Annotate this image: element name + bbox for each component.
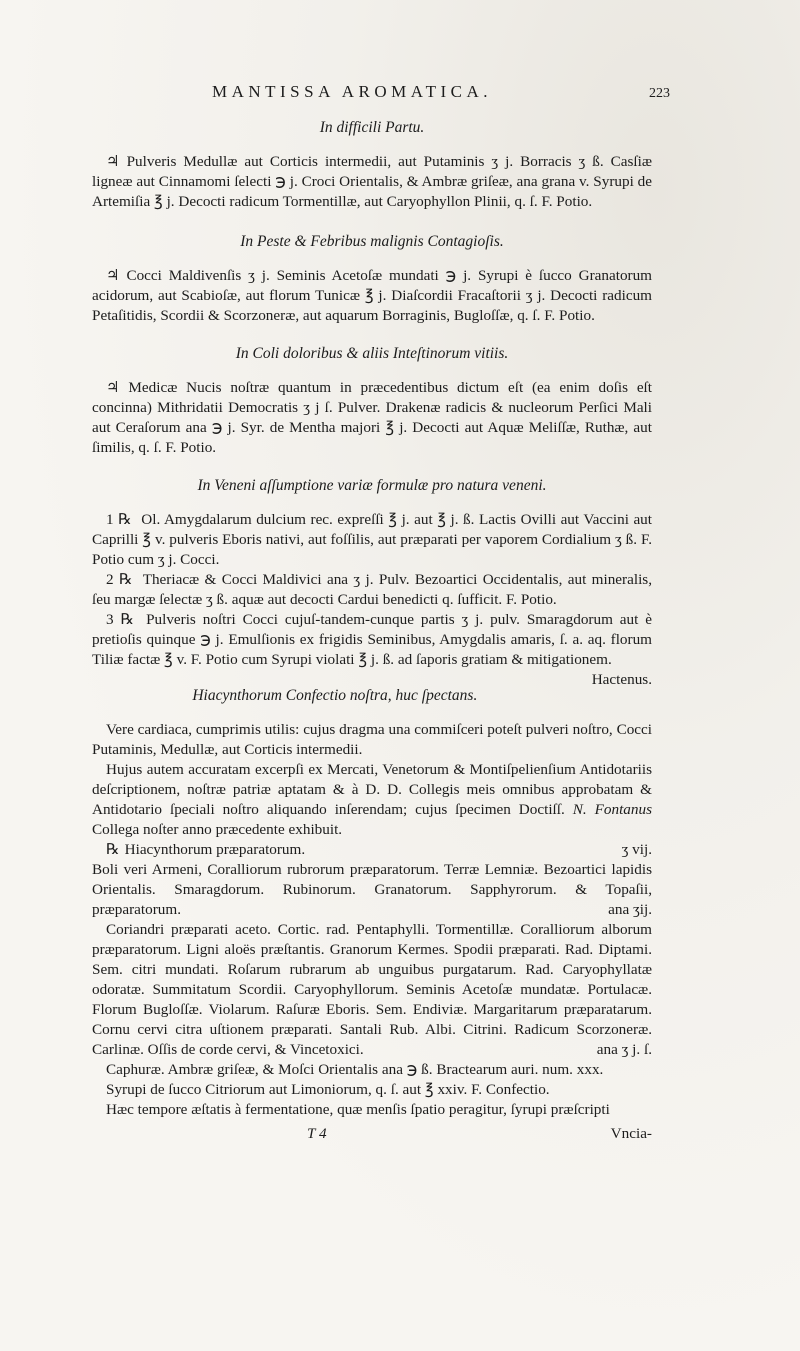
recipe-difficili-partu: ♃ Pulveris Medullæ aut Corticis intermedii, aut Putaminis ʒ j. Borracis ʒ ß. Casſiæ ligneæ aut Cinnamomi ſelecti ℈ j. Croci Orientalis, & Ambræ griſeæ, ana grana v. Syrupi de Artemiſia ℥ j. Decocti radicum Tormentillæ, aut Caryophyllon Plinii, q. ſ. F. Potio. — [92, 153, 652, 210]
ingredient-hiacynthorum — [92, 840, 652, 860]
venom-formula-3 — [92, 610, 653, 688]
ingredient-amount: ana ʒ j. ſ. — [596, 1041, 652, 1058]
recipe-peste: ♃ Cocci Maldivenſis ʒ j. Seminis Acetoſæ mundati ℈ j. Syrupi è ſucco Granatorum acidorum, aut Scabioſæ, aut florum Tunicæ ℥ j. Diaſcordii Fracaſtorii ʒ j. Decocti radicum Petaſitidis, Scordii & Scorzoneræ, aut aquarum Borraginis, Bugloſſæ, q. ſ. F. Potio. — [92, 267, 652, 324]
section-heading-peste: In Peste & Febribus malignis Contagioſis. — [240, 233, 504, 250]
formula-number: 3 — [106, 611, 114, 628]
section-heading-difficili-partu: In difficili Partu. — [319, 119, 425, 136]
section-heading-coli: In Coli doloribus & aliis Inteſtinorum vitiis. — [235, 345, 509, 362]
ingredient-group-2 — [92, 860, 652, 920]
signature-mark: T 4 — [307, 1125, 327, 1142]
ingredient-group-4: Caphuræ. Ambræ griſeæ, & Moſci Orientalis ana ℈ ß. Bractearum auri. num. xxx. — [106, 1061, 604, 1078]
formula-text: Pulveris noſtri Cocci cujuſ-tandem-cunque partis ʒ j. pulv. Smaragdorum aut è pretioſis quinque ℈ j. Emulſionis ex frigidis Seminibus, Amygdalis amaris, ſ. a. aq. florum Tiliæ factæ ℥ v. F. Potio cum Syrupi violati ℥ j. ß. ad ſaporis gratiam & mitigationem. — [92, 611, 653, 668]
ingredient-name: Hiacynthorum præparatorum. — [124, 841, 306, 858]
confectio-intro: Vere cardiaca, cumprimis utilis: cujus dragma una commiſceri poteſt pulveri noſtro, Cocci Putaminis, Medullæ, aut Corticis intermedii. — [92, 721, 652, 758]
running-header — [92, 82, 670, 108]
formula-text: Theriacæ & Cocci Maldivici ana ʒ j. Pulv. Bezoartici Occidentalis, aut mineralis, ſeu margæ ſelectæ ʒ ß. aquæ aut decocti Cardui benedicti q. ſufficit. F. Potio. — [92, 571, 652, 608]
recipe-symbol-icon: ℞ — [106, 841, 120, 858]
confectio-final: Hæc tempore æſtatis à fermentatione, quæ menſis ſpatio peragitur, ſyrupi præſcripti — [106, 1101, 610, 1118]
running-title: MANTISSA AROMATICA. — [211, 82, 493, 101]
formula-number: 1 — [106, 511, 114, 528]
ingredient-name: Coriandri præparati aceto. Cortic. rad. Pentaphylli. Tormentillæ. Coralliorum alborum præparatorum. Ligni aloës præſtantis. Granorum Kermes. Spodii præparati. Rad. Diptami. Sem. citri mundati. Roſarum rubrarum ab unguibus purgatarum. Rad. Caryophyllatæ odoratæ. Summitatum Scordii. Caryophyllorum. Seminis Acetoſæ mundatæ. Portulacæ. Florum Bugloſſæ. Violarum. Raſuræ Eboris. Sem. Endiviæ. Margaritarum præparatarum. Cornu cervi citra uſtionem præparati. Santali Rub. Albi. Citrini. Radicum Scorzoneræ. Carlinæ. Oſſis de corde cervi, & Vincetoxici. — [92, 921, 652, 1058]
confectio-history — [92, 760, 652, 840]
ingredient-name: Boli veri Armeni, Coralliorum rubrorum præparatorum. Terræ Lemniæ. Bezoartici lapidis Orientalis. Smaragdorum. Rubinorum. Granatorum. Sapphyrorum. & Topaſii, præparatorum. — [92, 861, 652, 918]
ingredient-amount: ana ʒij. — [608, 901, 652, 918]
author-name: N. Fontanus — [572, 801, 652, 818]
formula-number: 2 — [106, 571, 114, 588]
history-text: Hujus autem accuratam excerpſi ex Mercati, Venetorum & Montiſpelienſium Antidotariis deſcriptionem, noſtræ patriæ aptatam & à D. D. Collegis meis omnibus approbatam & Antidotario ſpeciali noſtro aliquando inſerendam; cujus ſpecimen Doctiſſ. — [92, 761, 652, 818]
recipe-symbol-icon: ℞ — [118, 511, 132, 528]
catchword: Vncia- — [610, 1125, 652, 1142]
recipe-coli: ♃ Medicæ Nucis noſtræ quantum in præcedentibus dictum eſt (ea enim doſis eſt concinna) Mithridatii Democratis ʒ j ſ. Pulver. Drakenæ radicis & nucleorum Perſici Mali aut Ceraſorum ana ℈ j. Syr. de Mentha majori ℥ j. Decocti aut Aquæ Meliſſæ, Ruthæ, aut ſimilis, q. ſ. F. Potio. — [92, 379, 652, 456]
formula-end-word: Hactenus. — [591, 671, 652, 688]
section-heading-hiacynthorum: Hiacynthorum Confectio noſtra, huc ſpectans. — [192, 687, 478, 704]
ingredient-amount: ʒ vij. — [621, 841, 652, 858]
page-number: 223 — [649, 86, 670, 101]
page-content — [92, 82, 670, 1144]
ingredient-group-5: Syrupi de ſucco Citriorum aut Limoniorum, q. ſ. aut ℥ xxiv. F. Confectio. — [106, 1081, 550, 1098]
venom-formula-2 — [92, 570, 652, 610]
history-text-end: Collega noſter anno præcedente exhibuit. — [92, 821, 343, 838]
ingredient-group-3 — [92, 920, 652, 1060]
venom-formula-1 — [92, 510, 652, 570]
recipe-symbol-icon: ℞ — [120, 611, 135, 628]
formula-text: Ol. Amygdalarum dulcium rec. expreſſi ℥ j. aut ℥ j. ß. Lactis Ovilli aut Vaccini aut Caprilli ℥ v. pulveris Eboris nativi, aut foſſilis, aut præparati per vaporem Cordialium ʒ ß. F. Potio cum ʒ j. Cocci. — [92, 511, 652, 568]
section-heading-veneni: In Veneni aſſumptione variæ formulæ pro natura veneni. — [197, 477, 547, 494]
recipe-symbol-icon: ℞ — [118, 571, 133, 588]
page-footer — [92, 1124, 652, 1144]
